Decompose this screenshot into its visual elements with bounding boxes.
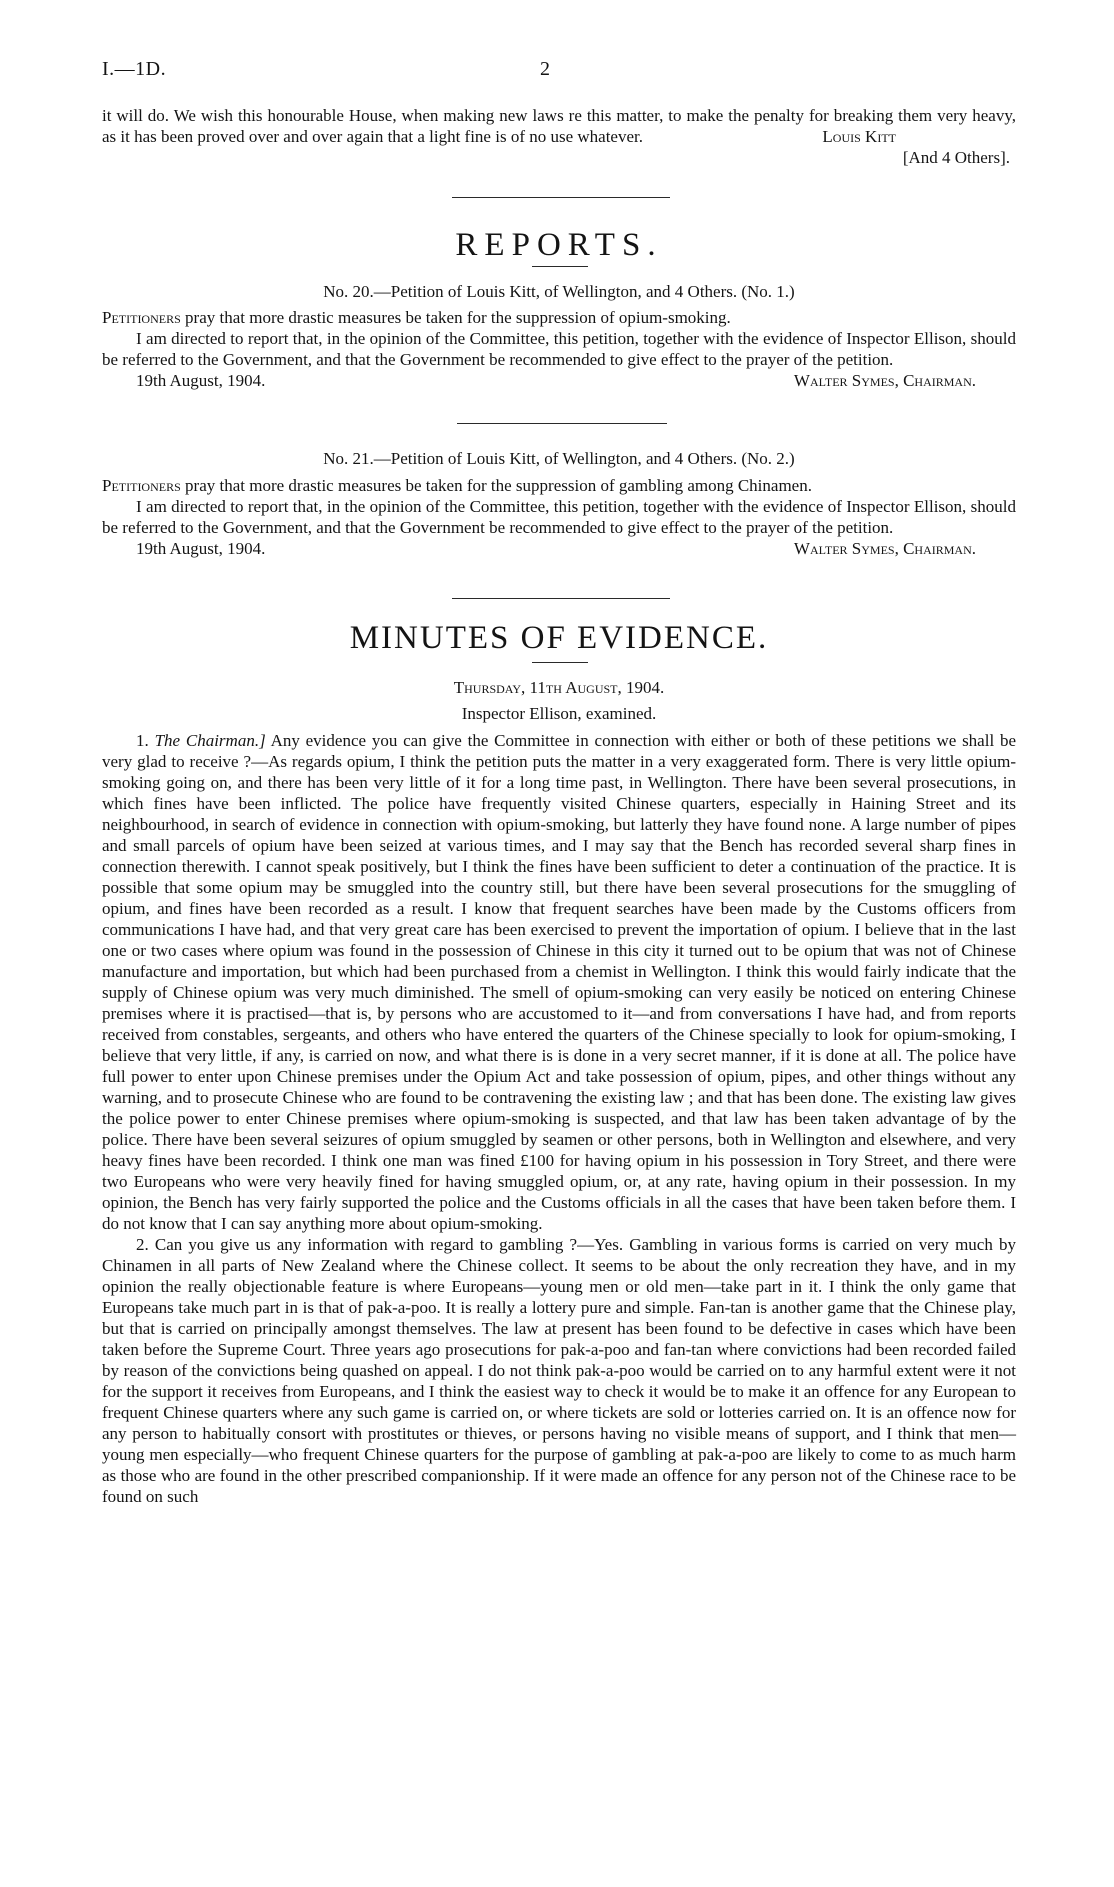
report-lead: Petitioners xyxy=(102,308,181,327)
report-21 xyxy=(102,475,1016,559)
question-2: 2. Can you give us any information with regard to gambling ?—Yes. Gambling in various forms is carried on very much by Chinamen in all parts of New Zealand where the Chinese collect. It seems to be about the only recreation they have, and in my opinion the really objectionable feature is where Europeans—young men or old men—take part in it. I think the only game that Europeans take much part in is that of pak-a-poo. It is really a lottery pure and simple. Fan-tan is another game that the Chinese play, but that is carried on principally amongst themselves. The law at present has been found to be defective in cases which have been taken before the Supreme Court. Three years ago prosecutions for pak-a-poo and fan-tan where convictions had been recorded failed by reason of the convictions being quashed on appeal. I do not think pak-a-poo would be carried on to any harmful extent were it not for the support it receives from Europeans, and I think the easiest way to check it would be to make it an offence for any European to frequent Chinese quarters where any such game is carried on, or where tickets are sold or lotteries carried on. It is an offence now for any person to habitually consort with prostitutes or thieves, or persons having no visible means of support, and I think that men—young men especially—who frequent Chinese quarters for the purpose of gambling at pak-a-poo are likely to come to as much harm as those who are found in the other prescribed companionship. If it were made an offence for any person not of the Chinese race to be found on such xyxy=(102,1235,1016,1506)
divider xyxy=(457,423,667,424)
page-header xyxy=(102,58,1016,86)
minutes-witness: Inspector Ellison, examined. xyxy=(461,704,657,723)
petition-signer: Louis Kitt xyxy=(822,127,896,146)
question-number: 1. xyxy=(136,731,149,750)
petition-tail-text: it will do. We wish this honourable House, when making new laws re this matter, to make the penalty for breaking them very heavy, as it has been proved over and over again that a light fine is of no use whatever. xyxy=(102,106,1016,146)
question-speaker: The Chairman.] xyxy=(154,731,266,750)
report-prayer: pray that more drastic measures be taken for the suppression of opium-smoking. xyxy=(185,308,731,327)
divider xyxy=(532,266,588,267)
paper-code: I.—1D. xyxy=(102,58,167,80)
minutes-date: Thursday, 11th August, 1904. xyxy=(453,678,665,697)
divider xyxy=(452,598,670,599)
report-title-20: No. 20.—Petition of Louis Kitt, of Wellington, and 4 Others. (No. 1.) xyxy=(323,282,795,301)
report-date-line xyxy=(102,370,1016,391)
answer-text: Any evidence you can give the Committee in connection with either or both of these petitions we shall be very glad to receive ?—As regards opium, I think the petition puts the matter in a very exaggerated form. There is very little opium-smoking going on, and there has been very little of it for a long time past, in Wellington. There have been several prosecutions, in which fines have been inflicted. The police have frequently visited Chinese quarters, especially in Haining Street and its neighbourhood, in search of evidence in connection with opium-smoking, but latterly they have found none. A large number of pipes and small parcels of opium have been seized at various times, and I may say that the Bench has recorded several sharp fines in connection therewith. I cannot speak positively, but I think the fines have been sufficient to deter a continuation of the practice. It is possible that some opium may be smuggled into the country still, but there have been several prosecutions for the smuggling of opium, and fines have been recorded as a result. I know that frequent searches have been made by the Customs officers from communications I have had, and that very great care has been exercised to prevent the importation of opium. I believe that in the last one or two cases where opium was found in the possession of Chinese in this city it turned out to be opium that was not of Chinese manufacture and importation, but which had been purchased from a chemist in Wellington. I think this would fairly indicate that the supply of Chinese opium was very much diminished. The smell of opium-smoking can very easily be noticed on entering Chinese premises where it is practised—that is, by persons who are accustomed to it—and from conversations I have had, and from reports received from constables, sergeants, and others who have entered the quarters of the Chinese specially to look for opium-smoking, I believe that very little, if any, is carried on now, and what there is is done in a very secret manner, if it is done at all. The police have full power to enter upon Chinese premises under the Opium Act and take possession of opium, pipes, and other things without any warning, and to prosecute Chinese who are found to be contravening the existing law ; and that has been done. The existing law gives the police power to enter Chinese premises where opium-smoking is suspected, and that law has been taken advantage of by the police. There have been several seizures of opium smuggled by seamen or other persons, both in Wellington and elsewhere, and very heavy fines have been recorded. I think one man was fined £100 for having opium in his possession in Tory Street, and there were two Europeans who were very heavily fined for having smuggled opium, or, at any rate, having opium in their possession. In my opinion, the Bench has very fairly supported the police and the Customs officials in all the cases that have been taken before them. I do not know that I can say anything more about opium-smoking. xyxy=(102,731,1017,1233)
petition-tail xyxy=(102,105,1016,168)
report-signature: Walter Symes, Chairman. xyxy=(793,371,976,390)
question-1 xyxy=(102,730,1016,1234)
minutes-heading: MINUTES OF EVIDENCE. xyxy=(349,620,769,656)
reports-heading: REPORTS. xyxy=(455,227,663,263)
report-lead: Petitioners xyxy=(102,476,181,495)
report-text: I am directed to report that, in the opinion of the Committee, this petition, together with the evidence of Inspector Ellison, should be referred to the Government, and that the Government be recommended to give effect to the prayer of the petition. xyxy=(102,329,1016,369)
report-date: 19th August, 1904. xyxy=(136,539,266,558)
divider xyxy=(452,197,670,198)
report-date: 19th August, 1904. xyxy=(136,371,266,390)
divider xyxy=(532,662,588,663)
report-20 xyxy=(102,307,1016,391)
report-date-line xyxy=(102,538,1016,559)
page-number: 2 xyxy=(540,58,550,80)
report-prayer: pray that more drastic measures be taken for the suppression of gambling among Chinamen. xyxy=(185,476,812,495)
report-title-21: No. 21.—Petition of Louis Kitt, of Wellington, and 4 Others. (No. 2.) xyxy=(323,449,795,468)
report-text: I am directed to report that, in the opinion of the Committee, this petition, together with the evidence of Inspector Ellison, should be referred to the Government, and that the Government be recommended to give effect to the prayer of the petition. xyxy=(102,497,1016,537)
petition-others: [And 4 Others]. xyxy=(902,148,1010,167)
minutes-body xyxy=(102,730,1016,1507)
report-signature: Walter Symes, Chairman. xyxy=(793,539,976,558)
